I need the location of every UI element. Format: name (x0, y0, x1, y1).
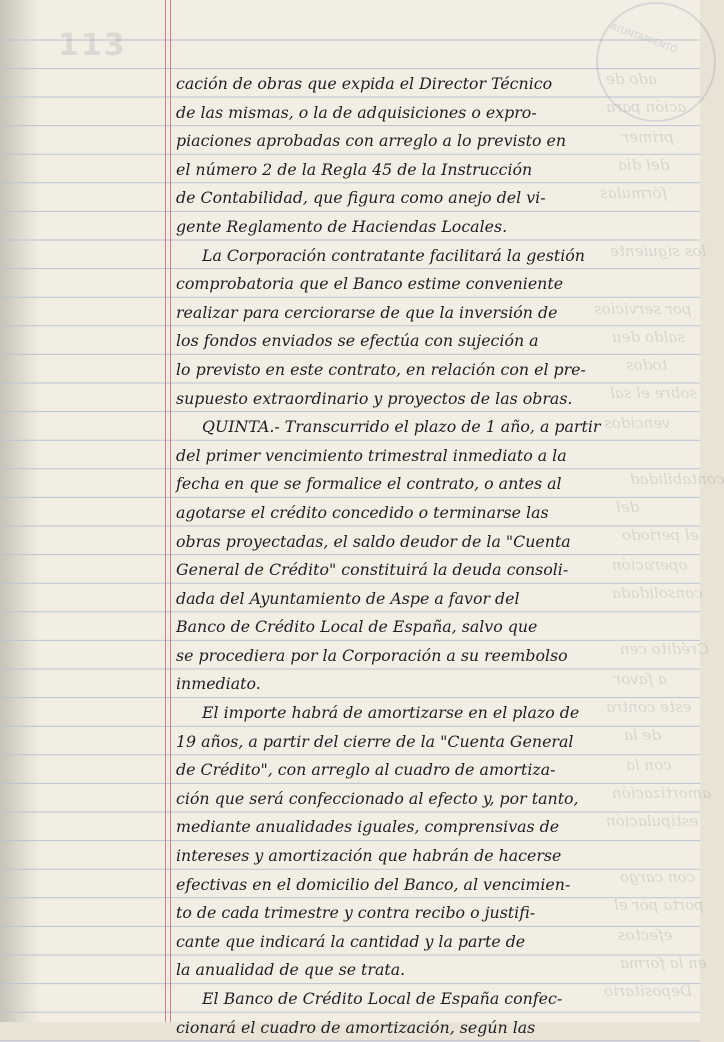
text-line: cante que indicará la cantidad y la parte de (176, 931, 526, 951)
text-line: piaciones aprobadas con arreglo a lo previsto en (176, 131, 567, 151)
text-line: comprobatoria que el Banco estime conveniente (176, 274, 564, 294)
text-line: realizar para cerciorarse de que la inversión de (176, 302, 558, 322)
text-line: El importe habrá de amortizarse en el plazo de (202, 703, 580, 723)
text-line: intereses y amortización que habrán de hacerse (176, 846, 562, 866)
text-line: ción que será confeccionado al efecto y, por tanto, (176, 788, 579, 808)
text-line: los fondos enviados se efectúa con sujeción a (176, 331, 539, 351)
text-line: supuesto extraordinario y proyectos de las obras. (176, 388, 573, 408)
text-line: La Corporación contratante facilitará la gestión (202, 245, 585, 265)
text-line: cionará el cuadro de amortización, según las (176, 1017, 536, 1037)
text-line: mediante anualidades iguales, comprensivas de (176, 817, 560, 837)
text-line: la anualidad de que se trata. (176, 960, 406, 980)
text-line: el número 2 de la Regla 45 de la Instrucción (176, 159, 533, 179)
bleed-through-text: ado de ación para primer del día fórmulas los siguiente por servicios saldo deu todos sobre el sal vencidos contabilidad del el periodo operación consolidada Crédito cen a favor este contra de la con la amortización estipulación con cargo porta por el efectos en la forma Depositario (594, 70, 724, 1000)
text-line: de las mismas, o la de adquisiciones o expro- (176, 102, 537, 122)
text-line: obras proyectadas, el saldo deudor de la "Cuenta (176, 531, 571, 551)
text-line: El Banco de Crédito Local de España confec- (202, 989, 563, 1008)
faint-stamp-text: AYUNTAMIENTO (608, 22, 679, 56)
text-line: se procediera por la Corporación a su reembolso (176, 645, 568, 665)
text-line: agotarse el crédito concedido o terminarse las (176, 502, 549, 522)
text-line: gente Reglamento de Haciendas Locales. (176, 216, 508, 236)
text-line: General de Crédito" constituirá la deuda consoli- (176, 560, 569, 580)
text-line: to de cada trimestre y contra recibo o justifi- (176, 903, 536, 923)
handwritten-text-block (176, 70, 672, 1042)
text-line: cación de obras que expida el Director Técnico (176, 74, 553, 93)
text-line: efectivas en el domicilio del Banco, al vencimien- (176, 874, 571, 894)
text-line: del primer vencimiento trimestral inmediato a la (176, 445, 567, 465)
text-line: Banco de Crédito Local de España, salvo que (176, 617, 538, 637)
text-line: de Crédito", con arreglo al cuadro de amortiza- (176, 760, 556, 780)
text-line: lo previsto en este contrato, en relación con el pre- (176, 359, 586, 379)
text-line: de Contabilidad, que figura como anejo del vi- (176, 188, 546, 208)
faint-page-number: 113 (58, 28, 127, 63)
text-line: dada del Ayuntamiento de Aspe a favor del (176, 588, 520, 608)
text-line: inmediato. (176, 674, 261, 694)
text-line: fecha en que se formalice el contrato, o antes al (176, 474, 562, 494)
text-line: 19 años, a partir del cierre de la "Cuenta General (176, 731, 574, 751)
text-line: QUINTA.- Transcurrido el plazo de 1 año, a partir (202, 417, 601, 437)
